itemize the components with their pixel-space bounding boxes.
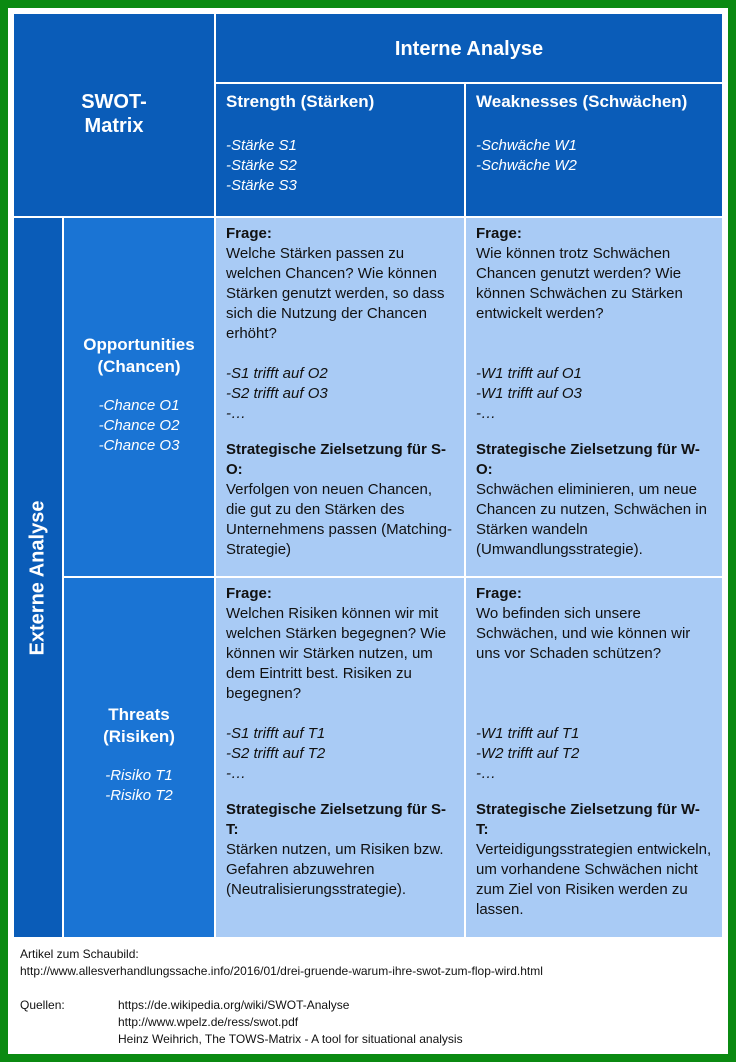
question-text: Welchen Risiken können wir mit welchen Stärken begegnen? Wie können wir Stärken nutzen, um dem Eintritt best. Risiken zu begegnen? <box>226 605 447 702</box>
strengths-cell <box>216 84 464 216</box>
goal-text: Stärken nutzen, um Risiken bzw. Gefahren abzuwehren (Neutralisierungsstrategie). <box>226 841 444 898</box>
external-analysis-title: Externe Analyse <box>26 500 49 655</box>
wt-strategy-cell <box>466 578 722 937</box>
external-analysis-header <box>14 218 62 937</box>
sources-label: Quellen: <box>20 998 65 1012</box>
list-item: -Stärke S2 <box>226 157 297 174</box>
question-label: Frage: <box>226 585 272 602</box>
threats-title: Threats (Risiken) <box>103 705 175 746</box>
source-link[interactable]: https://de.wikipedia.org/wiki/SWOT-Analyse <box>118 998 350 1012</box>
sources-row <box>20 997 720 1048</box>
question-label: Frage: <box>476 585 522 602</box>
source-link[interactable]: http://www.wpelz.de/ress/swot.pdf <box>118 1015 299 1029</box>
list-item: -W1 trifft auf O3 <box>476 385 582 402</box>
weaknesses-cell <box>466 84 722 216</box>
source-text: Heinz Weihrich, The TOWS-Matrix - A tool for situational analysis <box>118 1032 463 1046</box>
footer <box>20 946 720 1048</box>
list-item: -Stärke S3 <box>226 177 297 194</box>
opportunities-list <box>64 396 214 456</box>
question-label: Frage: <box>476 225 522 242</box>
so-strategy-cell <box>216 218 464 576</box>
list-item: -Chance O2 <box>98 417 180 434</box>
list-item: -Stärke S1 <box>226 137 297 154</box>
list-item: -… <box>226 405 246 422</box>
internal-analysis-title: Interne Analyse <box>394 38 544 60</box>
weaknesses-list <box>476 136 712 176</box>
threats-cell <box>64 578 214 937</box>
list-item: -Risiko T2 <box>105 787 173 804</box>
wo-strategy-cell <box>466 218 722 576</box>
opportunities-title: Opportunities (Chancen) <box>83 335 195 376</box>
article-label: Artikel zum Schaubild: <box>20 947 139 961</box>
list-item: -S2 trifft auf O3 <box>226 385 328 402</box>
swot-matrix <box>14 14 722 937</box>
strengths-list <box>226 136 454 196</box>
goal-text: Verfolgen von neuen Chancen, die gut zu den Stärken des Unternehmens passen (Matching-Strategie) <box>226 481 452 558</box>
list-item: -Risiko T1 <box>105 767 173 784</box>
list-item: -Schwäche W2 <box>476 157 577 174</box>
goal-label: Strategische Zielsetzung für W-T: <box>476 801 700 838</box>
goal-text: Schwächen eliminieren, um neue Chancen zu nutzen, Schwächen in Stärken wandeln (Umwandlungsstrategie). <box>476 481 707 558</box>
strengths-title: Strength (Stärken) <box>226 92 375 111</box>
list-item: -… <box>226 765 246 782</box>
match-list <box>226 724 454 784</box>
list-item: -Schwäche W1 <box>476 137 577 154</box>
sources-list <box>118 997 463 1048</box>
matrix-title-cell <box>14 14 214 216</box>
question-text: Welche Stärken passen zu welchen Chancen? Wie können Stärken genutzt werden, so dass sich die Nutzung der Chancen erhöht? <box>226 245 445 342</box>
question-label: Frage: <box>226 225 272 242</box>
list-item: -Chance O1 <box>98 397 180 414</box>
match-list <box>476 724 712 784</box>
internal-analysis-header <box>216 14 722 82</box>
question-text: Wie können trotz Schwächen Chancen genutzt werden? Wie können Schwächen zu Stärken entwickelt werden? <box>476 245 683 322</box>
match-list <box>226 364 454 424</box>
goal-label: Strategische Zielsetzung für S-T: <box>226 801 447 838</box>
list-item: -… <box>476 765 496 782</box>
list-item: -… <box>476 405 496 422</box>
opportunities-cell <box>64 218 214 576</box>
list-item: -S1 trifft auf O2 <box>226 365 328 382</box>
question-text: Wo befinden sich unsere Schwächen, und wie können wir uns vor Schaden schützen? <box>476 605 691 662</box>
st-strategy-cell <box>216 578 464 937</box>
list-item: -Chance O3 <box>98 437 180 454</box>
list-item: -W1 trifft auf T1 <box>476 725 580 742</box>
goal-text: Verteidigungsstrategien entwickeln, um vorhandene Schwächen nicht zum Ziel von Risiken werden zu lassen. <box>476 841 712 918</box>
list-item: -S1 trifft auf T1 <box>226 725 326 742</box>
page-frame <box>8 8 728 1054</box>
goal-label: Strategische Zielsetzung für S-O: <box>226 441 447 478</box>
threats-list <box>64 766 214 806</box>
goal-label: Strategische Zielsetzung für W-O: <box>476 441 700 478</box>
matrix-title: SWOT- Matrix <box>81 91 147 137</box>
match-list <box>476 364 712 424</box>
list-item: -S2 trifft auf T2 <box>226 745 326 762</box>
weaknesses-title: Weaknesses (Schwächen) <box>476 92 688 111</box>
article-link[interactable]: http://www.allesverhandlungssache.info/2016/01/drei-gruende-warum-ihre-swot-zum-flop-wird.html <box>20 964 543 978</box>
list-item: -W1 trifft auf O1 <box>476 365 582 382</box>
list-item: -W2 trifft auf T2 <box>476 745 580 762</box>
